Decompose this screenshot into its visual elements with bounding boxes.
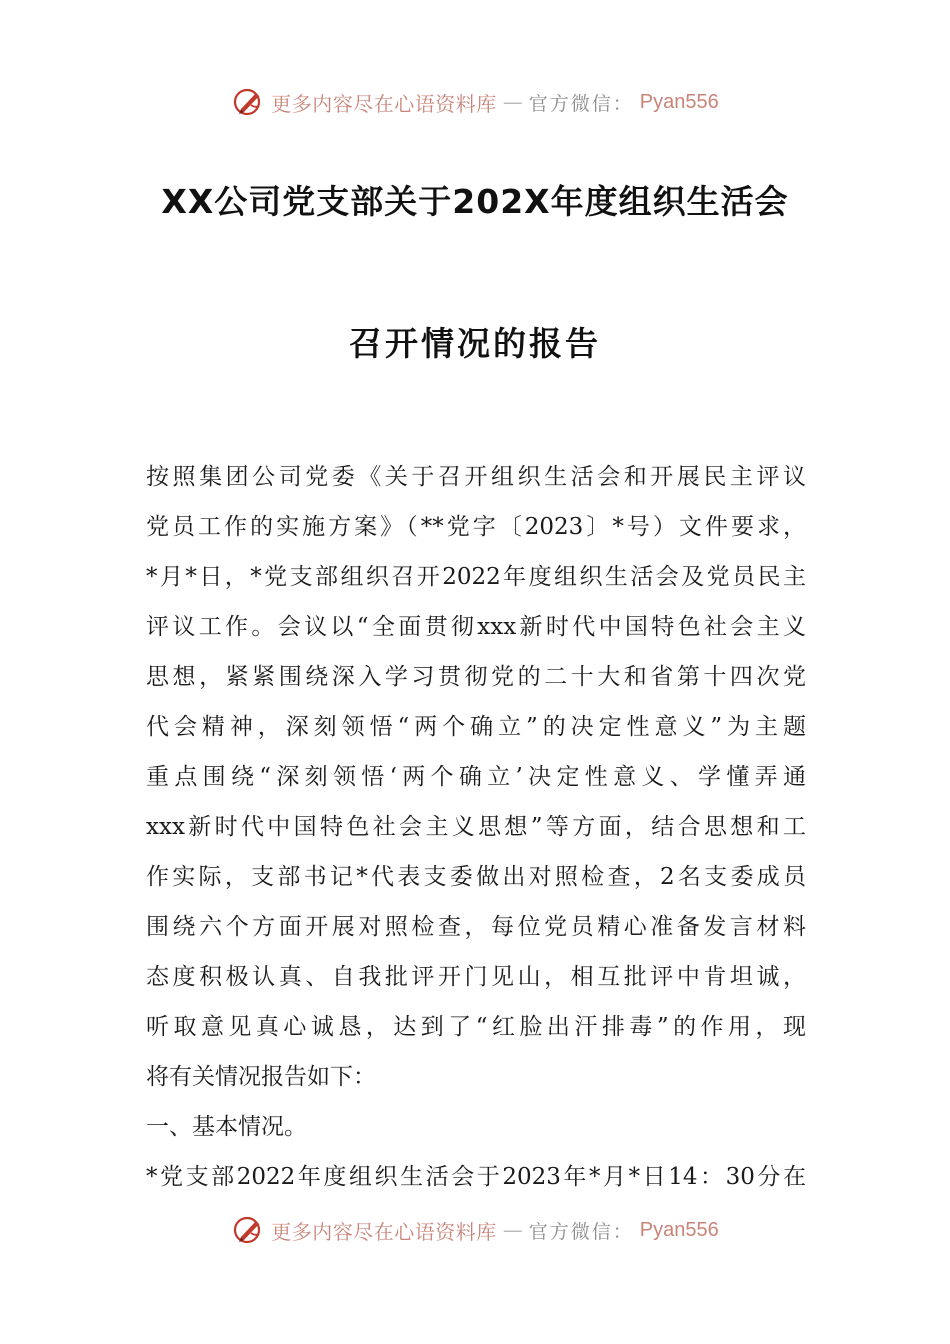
body-line: 围绕六个方面开展对照检查，每位党员精心准备发言材料 xyxy=(146,914,806,940)
footer-banner xyxy=(0,1210,950,1250)
body-line: 评议工作。会议以“全面贯彻xxx新时代中国特色社会主义 xyxy=(146,614,806,640)
banner-text: 更多内容尽在心语资料库 xyxy=(271,91,497,116)
banner-dash: — xyxy=(502,90,523,114)
banner-contact-label: 官方微信： xyxy=(528,92,634,115)
section-heading: 一、基本情况。 xyxy=(146,1114,307,1140)
document-title-line-2: 召开情况的报告 xyxy=(349,324,601,363)
banner-contact-label: 官方微信： xyxy=(528,1220,634,1243)
body-line: 态度积极认真、自我批评开门见山，相互批评中肯坦诚， xyxy=(146,964,806,990)
banner-wechat-id: Pyan556 xyxy=(639,90,719,113)
body-line: 代会精神，深刻领悟“两个确立”的决定性意义”为主题 xyxy=(146,714,806,740)
banner-wechat-id: Pyan556 xyxy=(639,1218,719,1241)
pen-logo-icon xyxy=(231,85,265,119)
body-line: *党支部2022年度组织生活会于2023年*月*日14：30分在 xyxy=(146,1164,806,1190)
body-line: 思想，紧紧围绕深入学习贯彻党的二十大和省第十四次党 xyxy=(146,664,806,690)
body-line: 听取意见真心诚恳，达到了“红脸出汗排毒”的作用，现 xyxy=(146,1014,806,1040)
body-line: 党员工作的实施方案》（**党字〔2023〕*号）文件要求， xyxy=(146,514,806,540)
body-line: *月*日，*党支部组织召开2022年度组织生活会及党员民主 xyxy=(146,564,806,590)
document-title-line-1: XX公司党支部关于202X年度组织生活会 xyxy=(161,182,789,221)
pen-logo-icon xyxy=(231,1213,265,1247)
header-banner xyxy=(0,82,950,122)
body-line: xxx新时代中国特色社会主义思想”等方面，结合思想和工 xyxy=(146,814,806,840)
banner-text: 更多内容尽在心语资料库 xyxy=(271,1219,497,1244)
body-line: 将有关情况报告如下： xyxy=(146,1064,376,1090)
body-paragraph xyxy=(146,452,806,1202)
body-line: 重点围绕“深刻领悟‘两个确立’决定性意义、学懂弄通 xyxy=(146,764,806,790)
banner-dash: — xyxy=(502,1218,523,1242)
body-line: 按照集团公司党委《关于召开组织生活会和开展民主评议 xyxy=(146,464,806,490)
body-line: 作实际，支部书记*代表支委做出对照检查，2名支委成员 xyxy=(146,864,806,890)
